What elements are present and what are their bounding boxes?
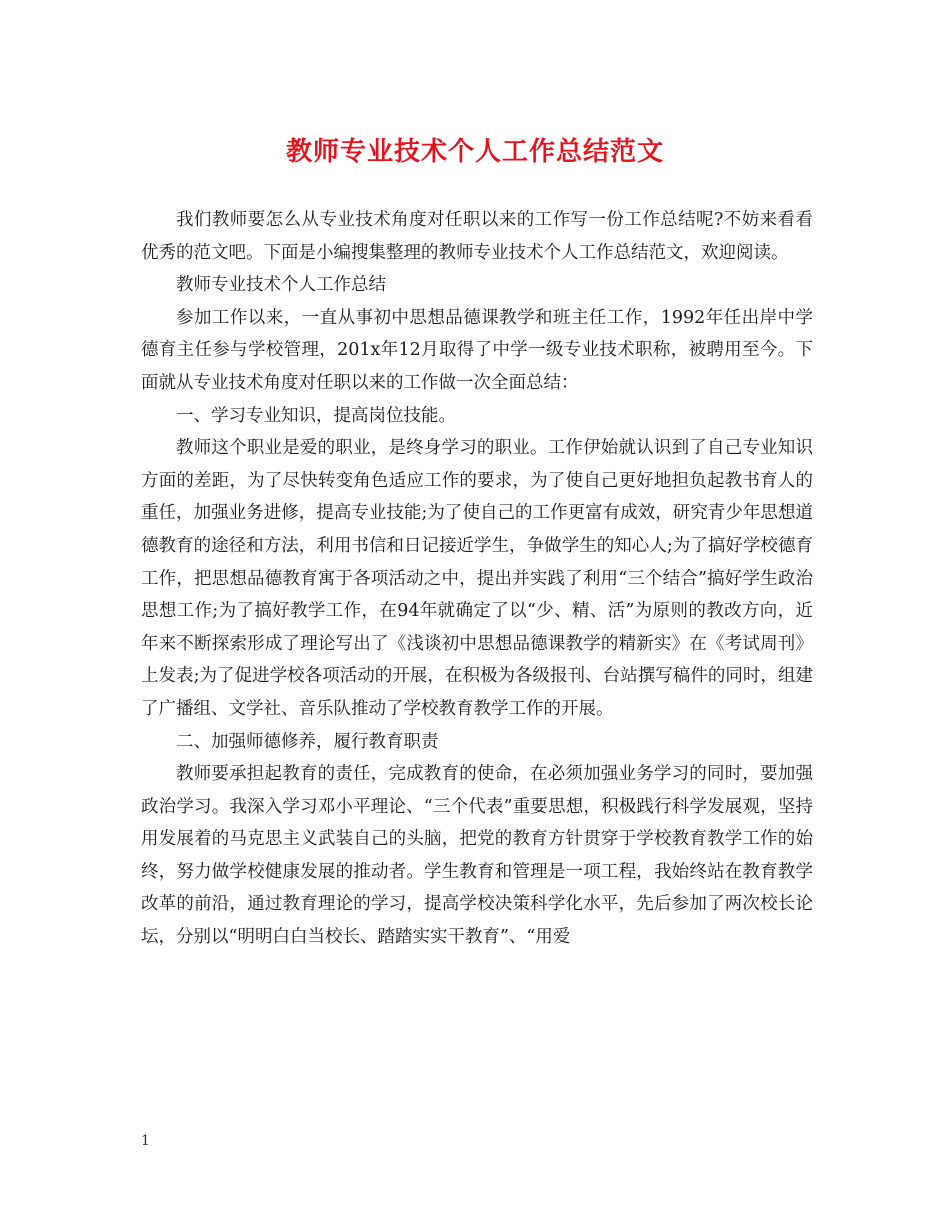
intro-paragraph: 我们教师要怎么从专业技术角度对任职以来的工作写一份工作总结呢?不妨来看看优秀的范文吧。下面是小编搜集整理的教师专业技术个人工作总结范文，欢迎阅读。 [141,210,813,263]
section-heading: 二、加强师德修养，履行教育职责 [176,731,439,752]
body-paragraph: 参加工作以来，一直从事初中思想品德课教学和班主任工作，1992年任出岸中学德育主任参与学校管理，201x年12月取得了中学一级专业技术职称，被聘用至今。下面就从专业技术角度对任职以来的工作做一次全面总结： [141,307,813,393]
page-number: 1 [141,1133,150,1149]
document-title: 教师专业技术个人工作总结范文 [285,137,664,167]
body-paragraph: 教师这个职业是爱的职业，是终身学习的职业。工作伊始就认识到了自己专业知识方面的差距，为了尽快转变角色适应工作的要求，为了使自己更好地担负起教书育人的重任，加强业务进修，提高专业技能;为了使自己的工作更富有成效，研究青少年思想道德教育的途径和方法，利用书信和日记接近学生，争做学生的知心人;为了搞好学校德育工作，把思想品德教育寓于各项活动之中，提出并实践了利用“三个结合”搞好学生政治思想工作;为了搞好教学工作，在94年就确定了以“少、精、活”为原则的教改方向，近年来不断探索形成了理论写出了《浅谈初中思想品德课教学的精新实》在《考试周刊》上发表;为了促进学校各项活动的开展，在积极为各级报刊、台站撰写稿件的同时，组建了广播组、文学社、音乐队推动了学校教育教学工作的开展。 [141,438,813,719]
section-heading: 教师专业技术个人工作总结 [176,275,386,296]
section-heading: 一、学习专业知识，提高岗位技能。 [176,405,456,426]
document-body [141,204,813,954]
body-paragraph: 教师要承担起教育的责任，完成教育的使命，在必须加强业务学习的同时，要加强政治学习。我深入学习邓小平理论、“三个代表”重要思想，积极践行科学发展观，坚持用发展着的马克思主义武装自己的头脑，把党的教育方针贯穿于学校教育教学工作的始终，努力做学校健康发展的推动者。学生教育和管理是一项工程，我始终站在教育教学改革的前沿，通过教育理论的学习，提高学校决策科学化水平，先后参加了两次校长论坛，分别以“明明白白当校长、踏踏实实干教育”、“用爱 [141,764,813,948]
